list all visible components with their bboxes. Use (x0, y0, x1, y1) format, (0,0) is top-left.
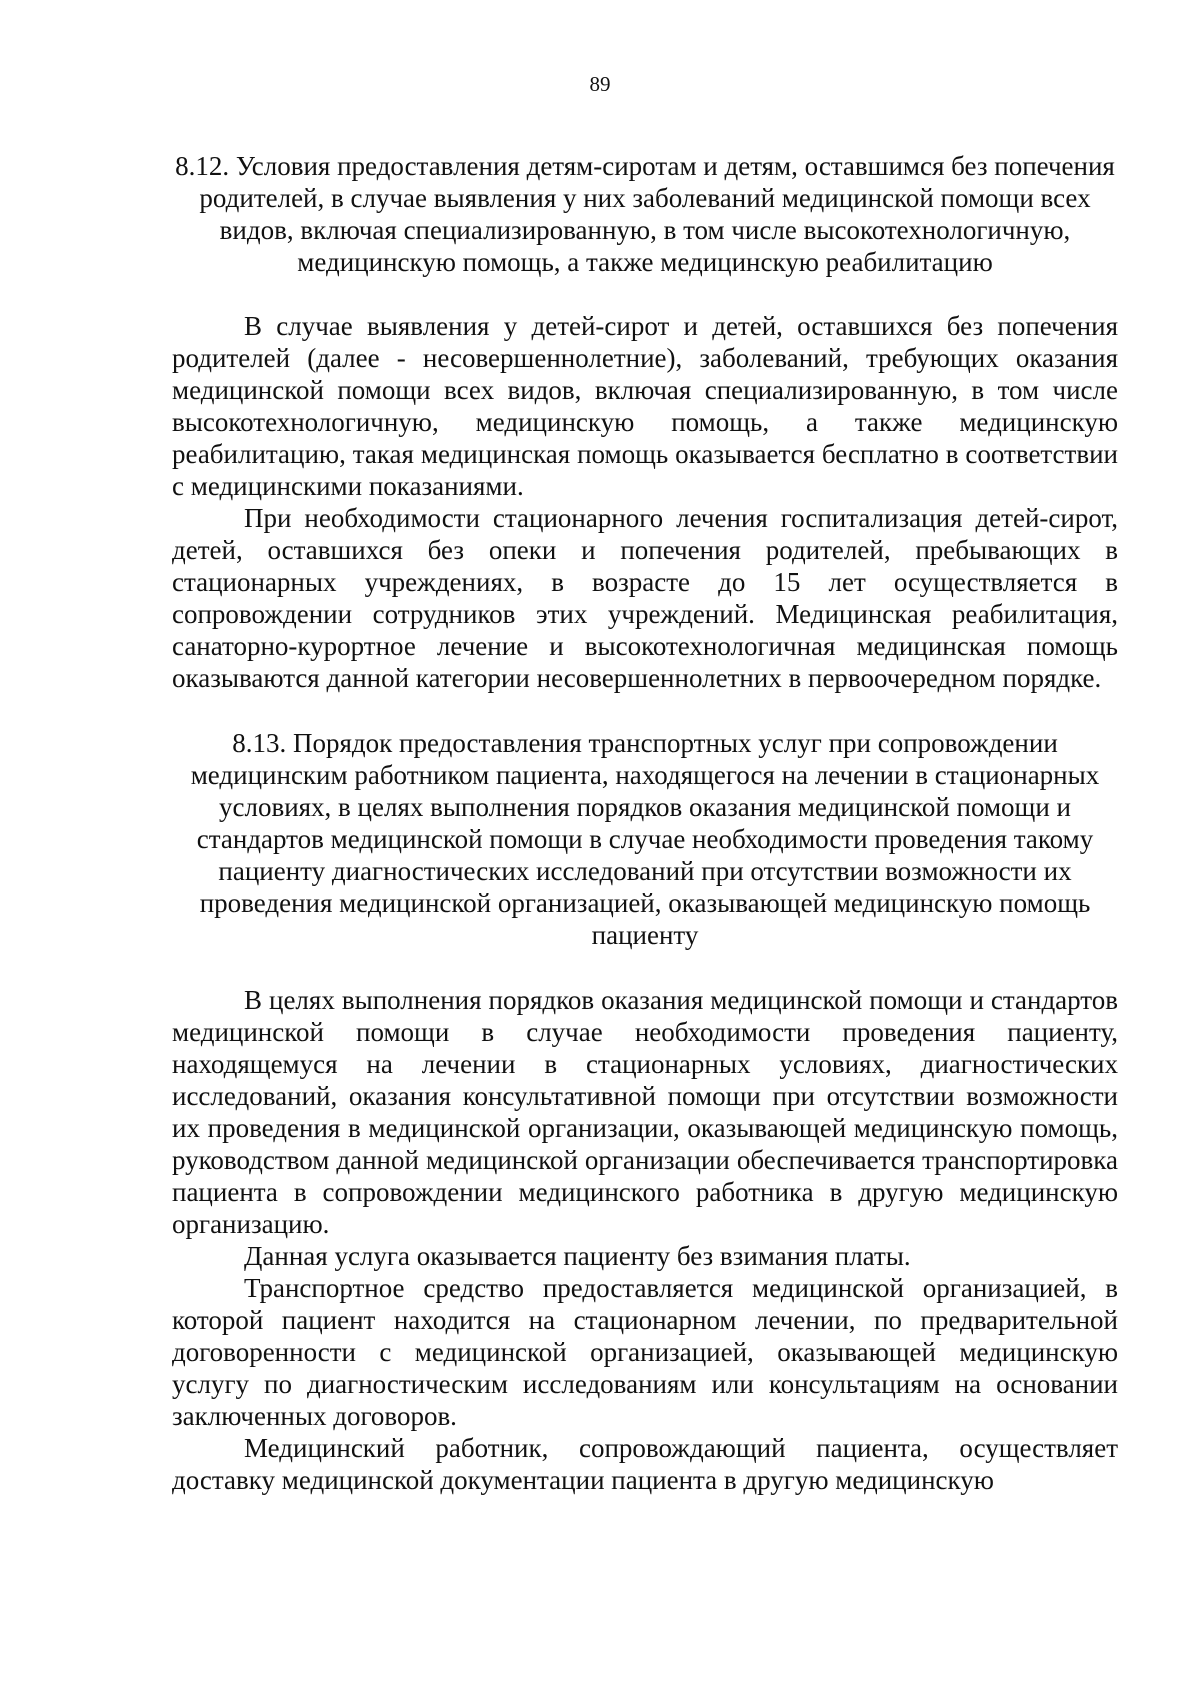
section-8-13-paragraph: Медицинский работник, сопровождающий пациента, осуществляет доставку медицинской документации пациента в другую медицинскую (172, 1433, 1118, 1495)
section-8-13-paragraph: Данная услуга оказывается пациенту без взимания платы. (244, 1241, 911, 1271)
section-8-12-paragraph: В случае выявления у детей-сирот и детей, оставшихся без попечения родителей (далее - несовершеннолетние), заболеваний, требующих оказания медицинской помощи всех видов, включая специализированную, в том числе высокотехнологичную, медицинскую помощь, а также медицинскую реабилитацию, такая медицинская помощь оказывается бесплатно в соответствии с медицинскими показаниями. (172, 311, 1118, 501)
document-body (172, 150, 1118, 1496)
section-8-13-paragraph: Транспортное средство предоставляется медицинской организацией, в которой пациент находится на стационарном лечении, по предварительной договоренности с медицинской организацией, оказывающей медицинскую услугу по диагностическим исследованиям или консультациям на основании заключенных договоров. (172, 1273, 1118, 1431)
section-8-13-paragraph: В целях выполнения порядков оказания медицинской помощи и стандартов медицинской помощи в случае необходимости проведения пациенту, находящемуся на лечении в стационарных условиях, диагностических исследований, оказания консультативной помощи при отсутствии возможности их проведения в медицинской организации, оказывающей медицинскую помощь, руководством данной медицинской организации обеспечивается транспортировка пациента в сопровождении медицинского работника в другую медицинскую организацию. (172, 985, 1118, 1239)
page-number: 89 (589, 72, 611, 96)
section-8-12-paragraph: При необходимости стационарного лечения госпитализация детей-сирот, детей, оставшихся без опеки и попечения родителей, пребывающих в стационарных учреждениях, в возрасте до 15 лет осуществляется в сопровождении сотрудников этих учреждений. Медицинская реабилитация, санаторно-курортное лечение и высокотехнологичная медицинская помощь оказываются данной категории несовершеннолетних в первоочередном порядке. (172, 503, 1118, 693)
section-8-12-heading: 8.12. Условия предоставления детям-сиротам и детям, оставшимся без попечения родителей, в случае выявления у них заболеваний медицинской помощи всех видов, включая специализированную, в том числе высокотехнологичную, медицинскую помощь, а также медицинскую реабилитацию (175, 151, 1115, 277)
section-8-13-heading: 8.13. Порядок предоставления транспортных услуг при сопровождении медицинским работником пациента, находящегося на лечении в стационарных условиях, в целях выполнения порядков оказания медицинской помощи и стандартов медицинской помощи в случае необходимости проведения такому пациенту диагностических исследований при отсутствии возможности их проведения медицинской организацией, оказывающей медицинскую помощь пациенту (190, 728, 1100, 950)
